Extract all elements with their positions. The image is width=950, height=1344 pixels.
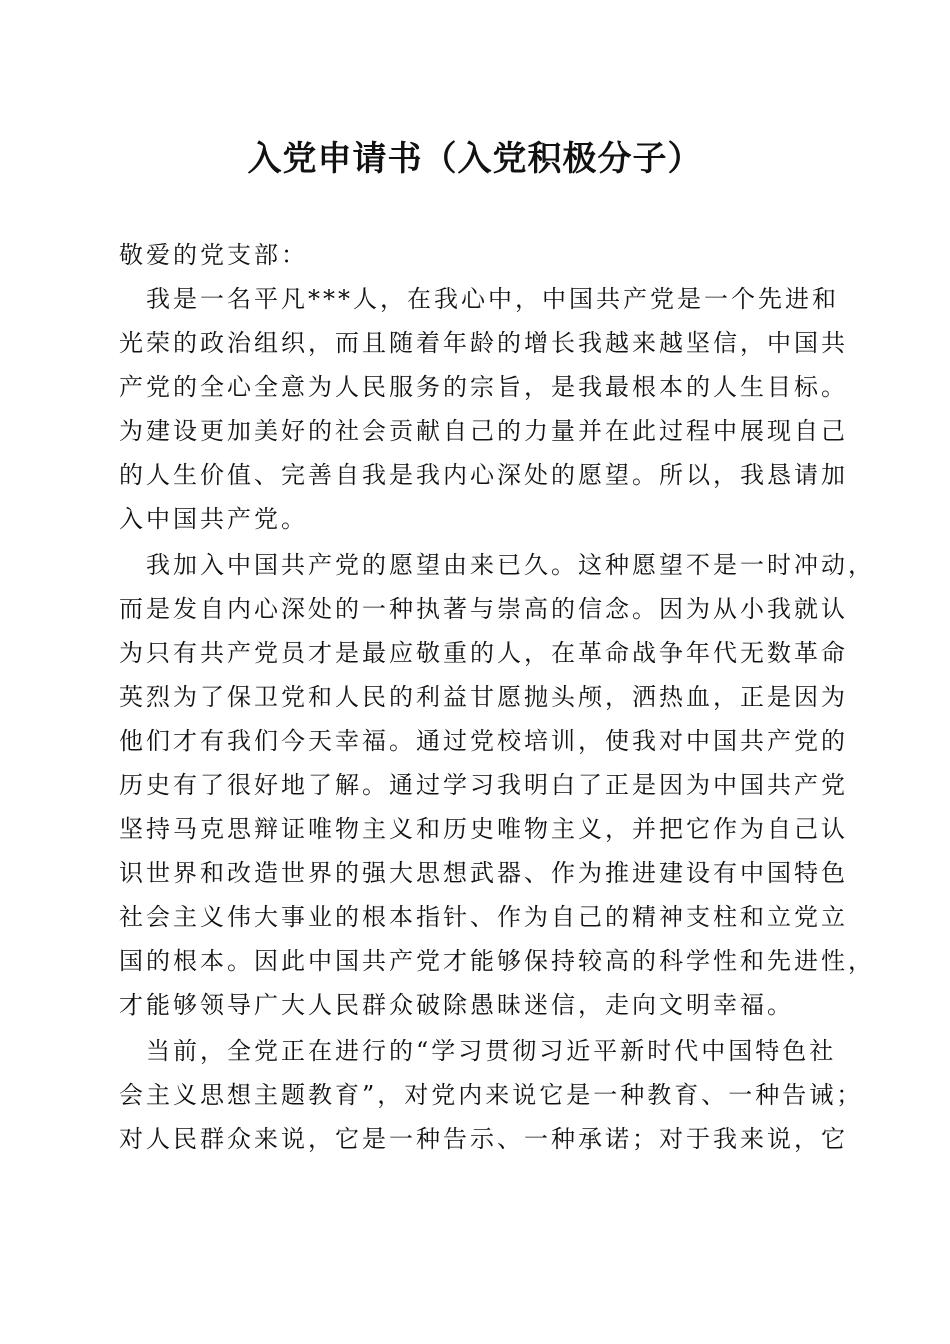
body-line: 他们才有我们今天幸福。通过党校培训，使我对中国共产党的 [119,727,848,755]
body-line: 社会主义伟大事业的根本指针、作为自己的精神支柱和立党立 [119,903,848,931]
body-line: 为建设更加美好的社会贡献自己的力量并在此过程中展现自己 [119,417,848,445]
body-line: 的人生价值、完善自我是我内心深处的愿望。所以，我恳请加 [119,461,848,489]
body-line: 当前，全党正在进行的“学习贯彻习近平新时代中国特色社 [119,1037,837,1065]
body-line: 英烈为了保卫党和人民的利益甘愿抛头颅，洒热血，正是因为 [119,683,848,711]
body-line: 坚持马克思辩证唯物主义和历史唯物主义，并把它作为自己认 [119,815,848,843]
body-line: 我加入中国共产党的愿望由来已久。这种愿望不是一时冲动， [119,551,875,579]
body-line: 对人民群众来说，它是一种告示、一种承诺；对于我来说，它 [119,1125,848,1153]
body-line: 历史有了很好地了解。通过学习我明白了正是因为中国共产党 [119,771,848,799]
body-line: 为只有共产党员才是最应敬重的人，在革命战争年代无数革命 [119,639,848,667]
body-line: 而是发自内心深处的一种执著与崇高的信念。因为从小我就认 [119,595,848,623]
body-line: 入中国共产党。 [119,505,308,533]
body-line: 识世界和改造世界的强大思想武器、作为推进建设有中国特色 [119,859,848,887]
body-line: 会主义思想主题教育”，对党内来说它是一种教育、一种告诫； [119,1081,864,1109]
body-line: 产党的全心全意为人民服务的宗旨，是我最根本的人生目标。 [119,373,848,401]
document-title: 入党申请书（入党积极分子） [247,139,703,179]
salutation: 敬爱的党支部： [119,241,308,269]
body-line: 国的根本。因此中国共产党才能够保持较高的科学性和先进性， [119,947,875,975]
body-line: 才能够领导广大人民群众破除愚昧迷信，走向文明幸福。 [119,991,794,1019]
body-line: 我是一名平凡***人，在我心中，中国共产党是一个先进和 [119,285,839,313]
body-line: 光荣的政治组织，而且随着年龄的增长我越来越坚信，中国共 [119,329,848,357]
